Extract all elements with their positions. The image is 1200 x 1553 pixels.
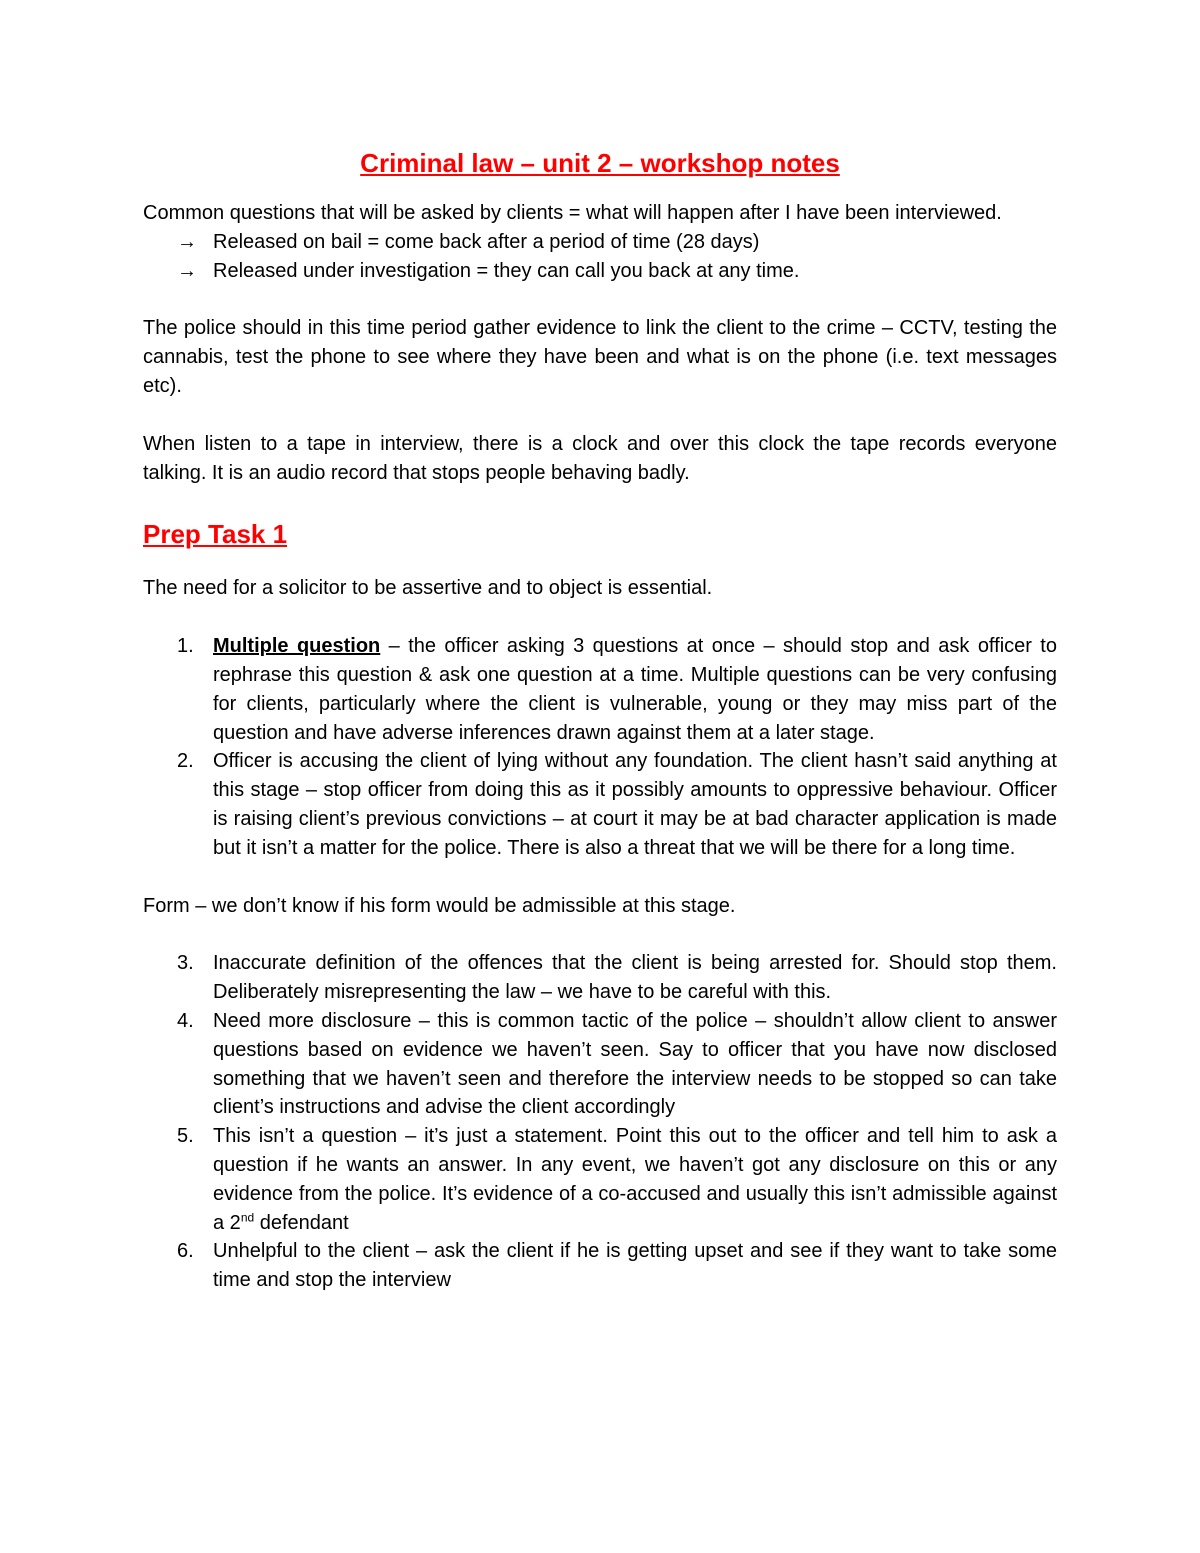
tape-paragraph: When listen to a tape in interview, there is a clock and over this clock the tape records everyone talking. It is an audio record that stops people behaving badly. — [143, 432, 1057, 484]
list-item — [177, 257, 1057, 286]
list-item — [177, 632, 1057, 747]
list-item — [177, 747, 1057, 862]
document-page — [143, 140, 1057, 1295]
item-number: 1. — [177, 635, 194, 658]
item-number: 5. — [177, 1125, 194, 1148]
list-item — [177, 1237, 1057, 1295]
form-note: Form – we don’t know if his form would be admissible at this stage. — [143, 894, 736, 917]
item-number: 6. — [177, 1240, 194, 1263]
list-item — [177, 228, 1057, 257]
item-lead: Multiple question — [213, 635, 381, 658]
numbered-list-a — [143, 632, 1057, 862]
prep-task-heading: Prep Task 1 — [143, 519, 288, 550]
bullet-text: Released under investigation = they can call you back at any time. — [213, 259, 800, 282]
prep-intro-paragraph: The need for a solicitor to be assertive and to object is essential. — [143, 577, 713, 600]
item-number: 4. — [177, 1009, 194, 1032]
item-text — [213, 632, 1057, 747]
arrow-icon: → — [177, 230, 197, 253]
item-text: Need more disclosure – this is common tactic of the police – shouldn’t allow client to answer questions based on evidence we haven’t seen. Say to officer that you have now disclosed something that we haven’t seen and therefore the interview needs to be stopped so can take client’s instructions and advise the client accordingly — [213, 1009, 1057, 1119]
intro-bullet-list — [143, 228, 1057, 286]
intro-paragraph: Common questions that will be asked by clients = what will happen after I have been interviewed. — [143, 202, 1002, 224]
document-title: Criminal law – unit 2 – workshop notes — [360, 148, 840, 178]
item-number: 3. — [177, 952, 194, 975]
item-text: Inaccurate definition of the offences that the client is being arrested for. Should stop them. Deliberately misrepresenting the law – we have to be careful with this. — [213, 952, 1057, 1004]
list-item — [177, 1007, 1057, 1122]
item-body: – the officer asking 3 questions at once – should stop and ask officer to rephrase this question & ask one question at a time. Multiple questions can be very confusing for clients, particularly where the client is vulnerable, young or they may miss part of the question and have adverse inferences drawn against them at a later stage. — [213, 635, 1057, 744]
item-number: 2. — [177, 750, 194, 773]
list-item — [177, 949, 1057, 1007]
arrow-icon: → — [177, 259, 197, 282]
ordinal-superscript: nd — [240, 1209, 255, 1224]
item-body-end: defendant — [254, 1211, 349, 1234]
item-text: Unhelpful to the client – ask the client if he is getting upset and see if they want to take some time and stop the interview — [213, 1240, 1057, 1292]
numbered-list-b — [143, 949, 1057, 1295]
item-text: Officer is accusing the client of lying without any foundation. The client hasn’t said anything at this stage – stop officer from doing this as it possibly amounts to oppressive behaviour. Officer is raising client’s previous convictions – at court it may be at bad character application is made but it isn’t a matter for the police. There is also a threat that we will be there for a long time. — [213, 750, 1057, 859]
bullet-text: Released on bail = come back after a period of time (28 days) — [213, 230, 760, 253]
item-body: This isn’t a question – it’s just a statement. Point this out to the officer and tell him to ask a question if he wants an answer. In any event, we haven’t got any disclosure on this or any evidence from the police. It’s evidence of a co-accused and usually this isn’t admissible against a 2 — [213, 1125, 1057, 1234]
police-paragraph: The police should in this time period gather evidence to link the client to the crime – CCTV, testing the cannabis, test the phone to see where they have been and what is on the phone (i.e. text messages etc). — [143, 317, 1057, 397]
item-text — [213, 1122, 1057, 1237]
list-item — [177, 1122, 1057, 1237]
